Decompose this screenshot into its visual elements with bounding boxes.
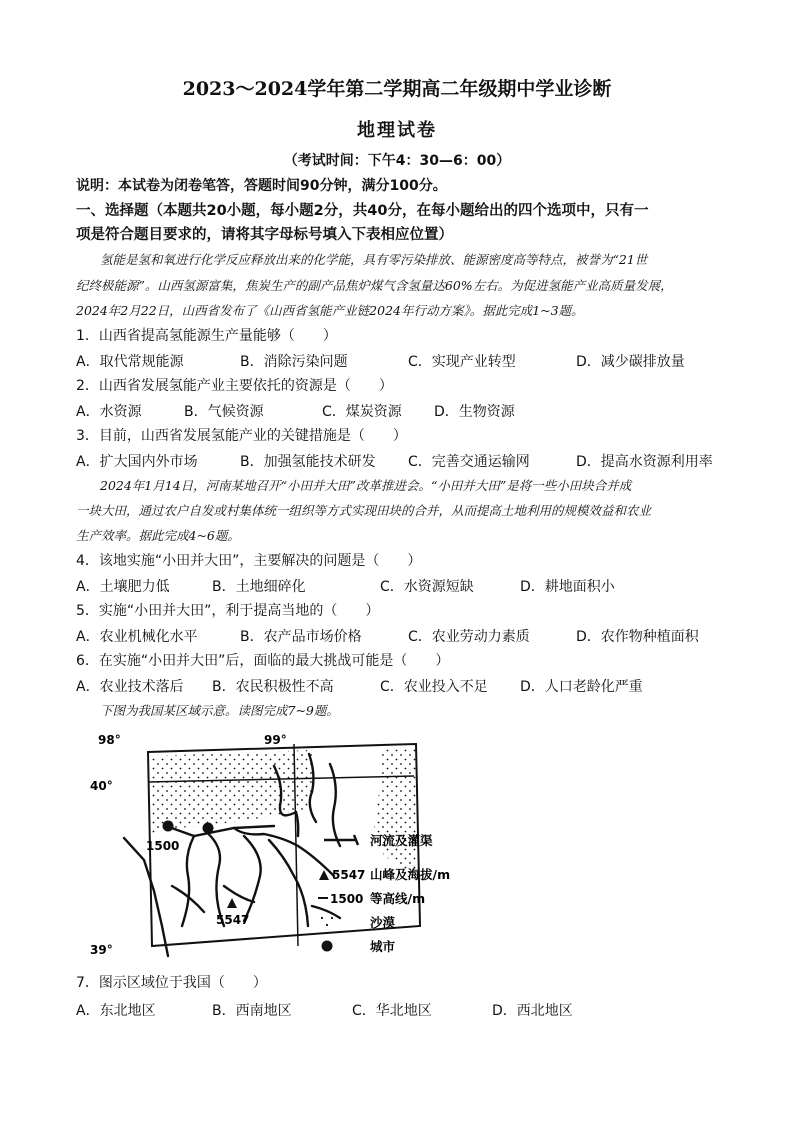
legend-desert-icon [321, 917, 333, 926]
legend-contour-value: 1500 [330, 892, 364, 906]
desert-area [374, 748, 416, 876]
option-b[interactable]: B．农产品市场价格 [240, 629, 362, 645]
exam-title: 2023～2024学年第二学期高二年级期中学业诊断 [182, 78, 612, 100]
option-b[interactable]: B．消除污染问题 [240, 354, 348, 370]
option-a[interactable]: A．扩大国内外市场 [76, 454, 198, 470]
option-c[interactable]: C．农业劳动力素质 [408, 629, 530, 645]
peak-marker [227, 898, 237, 908]
desert-area [150, 750, 314, 836]
option-c[interactable]: C．完善交通运输网 [408, 454, 530, 470]
passage2-line3: 生产效率。据此完成4~6题。 [76, 528, 240, 543]
option-b[interactable]: B．气候资源 [184, 404, 264, 420]
question-1-stem: 1．山西省提高氢能源生产量能够（ ） [76, 328, 337, 344]
option-a[interactable]: A．水资源 [76, 404, 142, 420]
option-c[interactable]: C．华北地区 [352, 1003, 432, 1019]
legend-city: 城市 [370, 939, 396, 954]
passage1-line2: 纪终极能源”。山西氢源富集，焦炭生产的副产品焦炉煤气含氢量达60%左右。为促进氢能产业高质量发展， [76, 278, 673, 293]
passage2-line2: 一块大田，通过农户自发或村集体统一组织等方式实现田块的合并，从而提高土地利用的规模效益和农业 [76, 503, 652, 518]
passage1-line1: 氢能是氢和氧进行化学反应释放出来的化学能，具有零污染排放、能源密度高等特点，被誉为“21世 [100, 252, 648, 267]
legend-peak: 山峰及海拔/m [370, 867, 451, 882]
question-4-options [76, 576, 736, 596]
question-7-options [76, 1000, 736, 1020]
option-d[interactable]: D．提高水资源利用率 [576, 454, 713, 470]
legend-peak-icon [319, 870, 329, 880]
question-1-options [76, 351, 736, 371]
option-a[interactable]: A．东北地区 [76, 1003, 156, 1019]
lon-label-99: 99° [264, 733, 287, 747]
question-4-stem: 4．该地实施“小田并大田”，主要解决的问题是（ ） [76, 553, 422, 569]
option-a[interactable]: A．农业技术落后 [76, 679, 184, 695]
option-d[interactable]: D．农作物种植面积 [576, 629, 699, 645]
option-a[interactable]: A．农业机械化水平 [76, 629, 198, 645]
lat-label-39: 39° [90, 943, 113, 957]
section-heading-line2: 项是符合题目要求的，请将其字母标号填入下表相应位置） [76, 227, 453, 243]
legend-desert: 沙漠 [370, 915, 396, 930]
question-3-options [76, 451, 736, 471]
question-6-stem: 6．在实施“小田并大田”后，面临的最大挑战可能是（ ） [76, 653, 450, 669]
option-b[interactable]: B．土地细碎化 [212, 579, 306, 595]
option-b[interactable]: B．加强氢能技术研发 [240, 454, 376, 470]
passage2-line1: 2024年1月14日，河南某地召开“小田并大田”改革推进会。“小田并大田”是将一些小田块合并成 [100, 478, 632, 493]
peak-label: 5547 [216, 913, 250, 927]
question-2-options [76, 401, 736, 421]
question-5-stem: 5．实施“小田并大田”，利于提高当地的（ ） [76, 603, 380, 619]
question-2-stem: 2．山西省发展氢能产业主要依托的资源是（ ） [76, 378, 393, 394]
question-5-options [76, 626, 736, 646]
option-b[interactable]: B．农民积极性不高 [212, 679, 334, 695]
subject-title: 地理试卷 [357, 120, 437, 141]
city-marker [163, 821, 174, 832]
option-c[interactable]: C．煤炭资源 [322, 404, 402, 420]
legend-river: 河流及灌渠 [370, 833, 433, 848]
contour-label: 1500 [146, 839, 180, 853]
option-d[interactable]: D．人口老龄化严重 [520, 679, 643, 695]
option-d[interactable]: D．西北地区 [492, 1003, 573, 1019]
section-heading-line1: 一、选择题（本题共20小题，每小题2分，共40分，在每小题给出的四个选项中，只有一 [76, 203, 649, 219]
option-c[interactable]: C．水资源短缺 [380, 579, 474, 595]
option-d[interactable]: D．生物资源 [434, 404, 515, 420]
option-b[interactable]: B．西南地区 [212, 1003, 292, 1019]
question-7-stem: 7．图示区域位于我国（ ） [76, 975, 267, 991]
option-a[interactable]: A．土壤肥力低 [76, 579, 170, 595]
legend-river-icon [324, 835, 358, 845]
legend-city-icon [322, 941, 333, 952]
instructions: 说明：本试卷为闭卷笔答，答题时间90分钟，满分100分。 [76, 178, 447, 194]
legend-contour: 等高线/m [370, 891, 426, 906]
option-c[interactable]: C．农业投入不足 [380, 679, 488, 695]
legend-peak-value: 5547 [332, 868, 366, 882]
option-d[interactable]: D．减少碳排放量 [576, 354, 685, 370]
city-marker [203, 823, 214, 834]
region-map [84, 726, 524, 964]
map-intro: 下图为我国某区域示意。读图完成7~9题。 [100, 703, 339, 718]
lat-label-40: 40° [90, 779, 113, 793]
question-6-options [76, 676, 736, 696]
option-a[interactable]: A．取代常规能源 [76, 354, 184, 370]
passage1-line3: 2024年2月22日，山西省发布了《山西省氢能产业链2024年行动方案》。据此完成1~3题。 [76, 303, 584, 318]
question-3-stem: 3．目前，山西省发展氢能产业的关键措施是（ ） [76, 428, 407, 444]
lon-label-98: 98° [98, 733, 121, 747]
option-d[interactable]: D．耕地面积小 [520, 579, 615, 595]
option-c[interactable]: C．实现产业转型 [408, 354, 516, 370]
exam-time: （考试时间：下午4：30—6：00） [283, 153, 511, 169]
